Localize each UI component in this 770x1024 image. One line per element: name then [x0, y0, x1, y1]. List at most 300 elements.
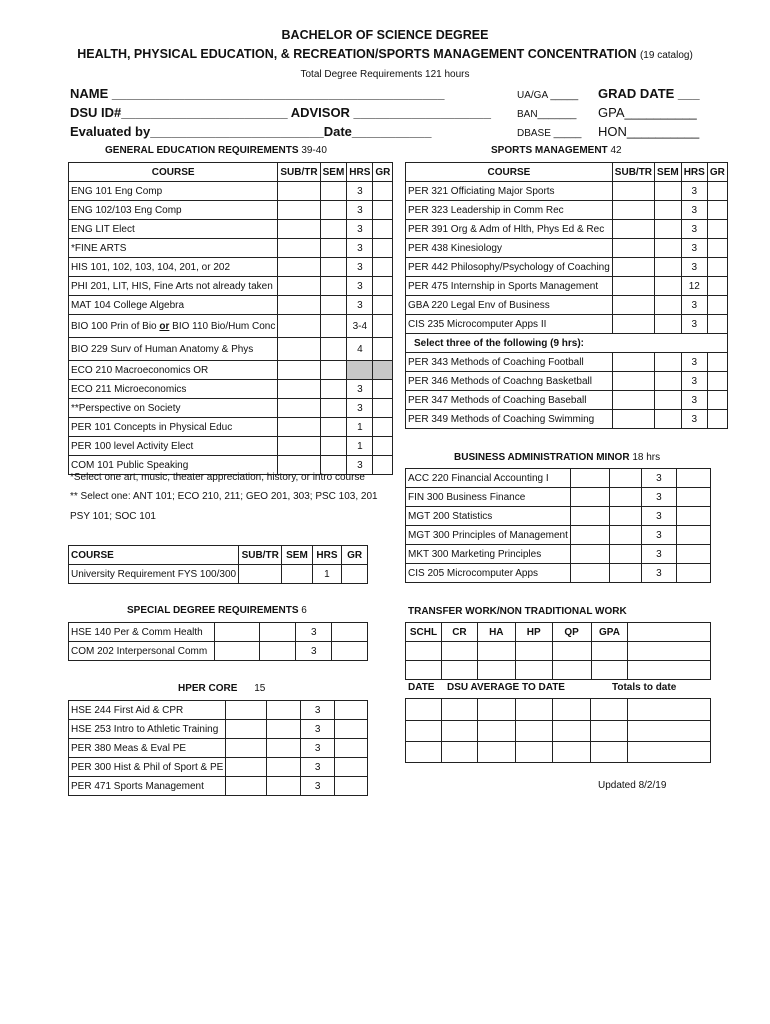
- sem-cell[interactable]: [610, 545, 642, 564]
- course-name: PER 380 Meas & Eval PE: [69, 739, 226, 758]
- subtr-col: SUB/TR: [278, 163, 320, 182]
- course-row: [69, 418, 393, 437]
- grade-cell[interactable]: [676, 469, 710, 488]
- grade-cell[interactable]: [373, 315, 393, 338]
- gen-ed-hours: 39-40: [301, 145, 327, 156]
- course-row: [69, 258, 393, 277]
- sem-cell[interactable]: [259, 623, 296, 642]
- special-hours: 6: [301, 605, 307, 616]
- hrs-col: HRS: [312, 546, 342, 565]
- grade-cell[interactable]: [707, 372, 727, 391]
- grade-cell[interactable]: [373, 258, 393, 277]
- gen-ed-heading: [105, 145, 327, 156]
- grade-cell[interactable]: [676, 545, 710, 564]
- dbase-field[interactable]: DBASE _____: [517, 128, 582, 139]
- gen-ed-note-2: ** Select one: ANT 101; ECO 210, 211; GEO 201, 303; PSC 103, 201: [70, 491, 378, 502]
- course-name: PER 349 Methods of Coaching Swimming: [406, 410, 613, 429]
- course-name: MGT 200 Statistics: [406, 507, 571, 526]
- qp-col: QP: [552, 623, 591, 642]
- subtr-cell[interactable]: [278, 315, 320, 338]
- hrs-cell: 1: [347, 437, 373, 456]
- sem-cell[interactable]: [320, 399, 347, 418]
- grade-cell[interactable]: [707, 410, 727, 429]
- course-name: PER 100 level Activity Elect: [69, 437, 278, 456]
- hon-field[interactable]: HON__________: [598, 124, 700, 139]
- subtr-cell[interactable]: [612, 410, 654, 429]
- course-name: PER 471 Sports Management: [69, 777, 226, 796]
- subtr-cell[interactable]: [278, 296, 320, 315]
- subtr-cell[interactable]: [612, 239, 654, 258]
- subtr-cell[interactable]: [239, 565, 282, 584]
- course-name: CIS 205 Microcomputer Apps: [406, 564, 571, 583]
- title-line-1: BACHELOR OF SCIENCE DEGREE: [281, 28, 489, 42]
- course-row: [69, 201, 393, 220]
- grade-cell[interactable]: [707, 239, 727, 258]
- grade-cell[interactable]: [373, 338, 393, 361]
- subtr-col: SUB/TR: [612, 163, 654, 182]
- grade-cell[interactable]: [373, 418, 393, 437]
- grade-cell[interactable]: [332, 623, 368, 642]
- course-name: ENG 101 Eng Comp: [69, 182, 278, 201]
- course-row: [69, 623, 368, 642]
- special-title: SPECIAL DEGREE REQUIREMENTS: [127, 605, 299, 616]
- hper-title: HPER CORE: [178, 683, 238, 694]
- updated-date: Updated 8/2/19: [598, 780, 667, 791]
- gen-ed-table: [68, 162, 393, 475]
- course-name: ECO 210 Macroeconomics OR: [69, 361, 278, 380]
- grade-cell[interactable]: [342, 565, 368, 584]
- sem-cell[interactable]: [320, 338, 347, 361]
- subtr-cell[interactable]: [612, 315, 654, 334]
- grade-cell[interactable]: [676, 564, 710, 583]
- university-table: [68, 545, 368, 584]
- sem-cell[interactable]: [320, 258, 347, 277]
- subtr-cell[interactable]: [278, 338, 320, 361]
- grade-cell[interactable]: [373, 277, 393, 296]
- hrs-cell: 3: [347, 456, 373, 475]
- hrs-cell: 3: [301, 739, 335, 758]
- course-row: [69, 239, 393, 258]
- hrs-cell: 1: [347, 418, 373, 437]
- hrs-cell: 3: [347, 239, 373, 258]
- sem-cell[interactable]: [320, 315, 347, 338]
- business-table: [405, 468, 711, 583]
- course-row: [69, 338, 393, 361]
- transfer-title: TRANSFER WORK/NON TRADITIONAL WORK: [408, 606, 627, 617]
- dsu-advisor-field[interactable]: DSU ID#_______________________ ADVISOR ___________________: [70, 105, 491, 120]
- course-row: [406, 526, 711, 545]
- course-name: BIO 100 Prin of Bio or BIO 110 Bio/Hum Conc: [69, 315, 278, 338]
- course-row: [406, 410, 728, 429]
- course-row: [406, 239, 728, 258]
- subtr-cell[interactable]: [612, 220, 654, 239]
- course-name: GBA 220 Legal Env of Business: [406, 296, 613, 315]
- course-name: *FINE ARTS: [69, 239, 278, 258]
- sem-cell[interactable]: [655, 410, 682, 429]
- grade-cell[interactable]: [707, 315, 727, 334]
- course-name: ECO 211 Microeconomics: [69, 380, 278, 399]
- course-row: [69, 380, 393, 399]
- average-row[interactable]: [406, 699, 711, 721]
- grade-cell[interactable]: [373, 437, 393, 456]
- hp-col: HP: [515, 623, 552, 642]
- gpa-field[interactable]: GPA__________: [598, 105, 697, 120]
- sem-cell[interactable]: [655, 258, 682, 277]
- course-name: PER 323 Leadership in Comm Rec: [406, 201, 613, 220]
- hrs-cell: 3: [681, 410, 707, 429]
- average-row[interactable]: [406, 721, 711, 742]
- hrs-cell: 3: [681, 239, 707, 258]
- grade-cell[interactable]: [332, 642, 368, 661]
- course-row: [69, 277, 393, 296]
- course-row: [69, 361, 393, 380]
- course-row: [406, 182, 728, 201]
- gen-ed-note-1: *Select one art, music, theater appreciation, history, or intro course: [70, 472, 365, 483]
- sports-heading: [491, 145, 622, 156]
- course-row: [406, 258, 728, 277]
- course-row: [406, 469, 711, 488]
- subtr-cell[interactable]: [278, 277, 320, 296]
- grade-cell[interactable]: [707, 277, 727, 296]
- course-name: COM 202 Interpersonal Comm: [69, 642, 215, 661]
- subtr-cell[interactable]: [612, 353, 654, 372]
- course-name: University Requirement FYS 100/300: [69, 565, 239, 584]
- subtr-cell[interactable]: [612, 372, 654, 391]
- hrs-cell: 3: [681, 182, 707, 201]
- subtr-cell[interactable]: [612, 182, 654, 201]
- grade-cell[interactable]: [707, 182, 727, 201]
- hrs-col: HRS: [681, 163, 707, 182]
- hrs-cell: 3: [301, 701, 335, 720]
- select-three-label: Select three of the following (9 hrs):: [406, 334, 728, 353]
- grade-cell[interactable]: [707, 391, 727, 410]
- subtr-cell[interactable]: [278, 361, 320, 380]
- course-row: [406, 545, 711, 564]
- hrs-cell: 3: [642, 488, 676, 507]
- subtr-cell[interactable]: [226, 739, 267, 758]
- sem-cell[interactable]: [655, 296, 682, 315]
- subtr-cell[interactable]: [278, 258, 320, 277]
- transfer-header-row: [406, 623, 711, 642]
- dsu-average-label: DSU AVERAGE TO DATE: [447, 682, 565, 693]
- sem-cell[interactable]: [610, 507, 642, 526]
- sports-table: [405, 162, 728, 429]
- sports-title: SPORTS MANAGEMENT: [491, 145, 608, 156]
- grad-date-field[interactable]: GRAD DATE ___: [598, 86, 700, 101]
- title-line-2: [0, 47, 770, 61]
- name-field[interactable]: NAME ______________________________________________: [70, 86, 445, 101]
- blank-col: [628, 623, 711, 642]
- total-hours: Total Degree Requirements 121 hours: [300, 69, 470, 80]
- grade-cell[interactable]: [334, 739, 367, 758]
- sem-cell[interactable]: [320, 380, 347, 399]
- hrs-cell: 3: [681, 201, 707, 220]
- course-name: HIS 101, 102, 103, 104, 201, or 202: [69, 258, 278, 277]
- subtr-cell[interactable]: [278, 437, 320, 456]
- course-name: MGT 300 Principles of Management: [406, 526, 571, 545]
- average-row[interactable]: [406, 742, 711, 763]
- catalog-year: (19 catalog): [639, 50, 693, 61]
- business-hours: 18 hrs: [632, 452, 661, 463]
- grade-cell[interactable]: [373, 380, 393, 399]
- subtr-cell[interactable]: [278, 399, 320, 418]
- course-name: ENG 102/103 Eng Comp: [69, 201, 278, 220]
- subtr-cell[interactable]: [226, 720, 267, 739]
- hrs-cell: 3-4: [347, 315, 373, 338]
- course-row: [69, 220, 393, 239]
- course-row: [406, 564, 711, 583]
- gen-ed-header-row: [69, 163, 393, 182]
- course-name: PER 442 Philosophy/Psychology of Coaching: [406, 258, 613, 277]
- hrs-cell: 3: [347, 399, 373, 418]
- course-name: PER 300 Hist & Phil of Sport & PE: [69, 758, 226, 777]
- subtr-cell[interactable]: [570, 507, 610, 526]
- hrs-cell: 3: [681, 372, 707, 391]
- hrs-cell: 3: [642, 564, 676, 583]
- grade-cell[interactable]: [373, 239, 393, 258]
- hrs-cell: 3: [301, 758, 335, 777]
- course-name: PER 475 Internship in Sports Management: [406, 277, 613, 296]
- course-row: [406, 201, 728, 220]
- sem-cell[interactable]: [259, 642, 296, 661]
- grade-cell[interactable]: [373, 182, 393, 201]
- sem-cell[interactable]: [610, 488, 642, 507]
- sports-hours: 42: [610, 145, 622, 156]
- sem-cell[interactable]: [610, 526, 642, 545]
- sem-cell[interactable]: [267, 777, 301, 796]
- sem-cell[interactable]: [655, 201, 682, 220]
- uaga-field[interactable]: UA/GA _____: [517, 90, 579, 101]
- sem-cell[interactable]: [320, 361, 347, 380]
- date-label: DATE: [408, 682, 435, 693]
- subtr-cell[interactable]: [570, 488, 610, 507]
- course-name: ACC 220 Financial Accounting I: [406, 469, 571, 488]
- hrs-col: HRS: [347, 163, 373, 182]
- business-heading: [454, 452, 660, 463]
- gr-col: GR: [707, 163, 727, 182]
- course-name: CIS 235 Microcomputer Apps II: [406, 315, 613, 334]
- sem-col: SEM: [282, 546, 312, 565]
- hrs-cell: 3: [347, 201, 373, 220]
- grade-cell[interactable]: [676, 488, 710, 507]
- subtr-cell[interactable]: [226, 701, 267, 720]
- subtr-cell[interactable]: [214, 642, 259, 661]
- subtr-cell[interactable]: [278, 201, 320, 220]
- course-name: PER 343 Methods of Coaching Football: [406, 353, 613, 372]
- evaluated-field[interactable]: Evaluated by________________________Date___________: [70, 124, 432, 139]
- course-row: [406, 391, 728, 410]
- transfer-row[interactable]: [406, 661, 711, 680]
- grade-cell[interactable]: [373, 296, 393, 315]
- schl-col: SCHL: [406, 623, 442, 642]
- hrs-cell: 3: [681, 315, 707, 334]
- cr-col: CR: [441, 623, 477, 642]
- hrs-cell: 3: [347, 182, 373, 201]
- hrs-cell: 3: [301, 777, 335, 796]
- ban-field[interactable]: BAN_______: [517, 109, 577, 120]
- concentration-title: HEALTH, PHYSICAL EDUCATION, & RECREATION/SPORTS MANAGEMENT CONCENTRATION: [77, 47, 637, 61]
- special-heading: [127, 605, 307, 616]
- sem-cell[interactable]: [655, 277, 682, 296]
- course-row: [406, 277, 728, 296]
- course-row: [69, 758, 368, 777]
- grade-cell[interactable]: [373, 399, 393, 418]
- course-row: [406, 220, 728, 239]
- hrs-cell: 3: [642, 469, 676, 488]
- grade-cell[interactable]: [676, 526, 710, 545]
- sports-header-row: [406, 163, 728, 182]
- totals-label: Totals to date: [612, 682, 677, 693]
- course-col: COURSE: [69, 163, 278, 182]
- sem-cell[interactable]: [320, 239, 347, 258]
- subtr-cell[interactable]: [278, 380, 320, 399]
- grade-cell[interactable]: [707, 353, 727, 372]
- hrs-cell: 3: [347, 380, 373, 399]
- grade-cell[interactable]: [334, 777, 367, 796]
- gr-col: GR: [342, 546, 368, 565]
- sem-cell[interactable]: [282, 565, 312, 584]
- subtr-cell[interactable]: [226, 777, 267, 796]
- hrs-cell: 3: [642, 545, 676, 564]
- hrs-cell: 3: [681, 220, 707, 239]
- hrs-cell: 3: [347, 220, 373, 239]
- sem-cell[interactable]: [320, 201, 347, 220]
- grade-cell[interactable]: [707, 201, 727, 220]
- subtr-cell[interactable]: [612, 201, 654, 220]
- subtr-col: SUB/TR: [239, 546, 282, 565]
- grade-cell[interactable]: [334, 758, 367, 777]
- grade-cell[interactable]: [334, 701, 367, 720]
- course-row: [406, 372, 728, 391]
- business-title: BUSINESS ADMINISTRATION MINOR: [454, 452, 630, 463]
- course-name: FIN 300 Business Finance: [406, 488, 571, 507]
- subtr-cell[interactable]: [612, 277, 654, 296]
- sem-cell[interactable]: [655, 372, 682, 391]
- grade-cell[interactable]: [373, 201, 393, 220]
- course-name: MKT 300 Marketing Principles: [406, 545, 571, 564]
- subtr-cell[interactable]: [570, 469, 610, 488]
- subtr-cell[interactable]: [278, 239, 320, 258]
- university-header-row: [69, 546, 368, 565]
- subtr-cell[interactable]: [570, 526, 610, 545]
- sem-cell[interactable]: [320, 296, 347, 315]
- sem-col: SEM: [320, 163, 347, 182]
- course-row: [69, 437, 393, 456]
- sem-cell[interactable]: [655, 182, 682, 201]
- hrs-cell: 12: [681, 277, 707, 296]
- sem-cell[interactable]: [610, 469, 642, 488]
- select-three-row: [406, 334, 728, 353]
- subtr-cell[interactable]: [278, 182, 320, 201]
- subtr-cell[interactable]: [226, 758, 267, 777]
- course-row: [406, 507, 711, 526]
- sem-cell[interactable]: [655, 315, 682, 334]
- course-name: PER 321 Officiating Major Sports: [406, 182, 613, 201]
- hrs-cell: 3: [296, 623, 332, 642]
- special-table: [68, 622, 368, 661]
- hrs-cell: 1: [312, 565, 342, 584]
- course-name: MAT 104 College Algebra: [69, 296, 278, 315]
- hrs-cell: 3: [642, 526, 676, 545]
- grade-cell[interactable]: [334, 720, 367, 739]
- sem-cell[interactable]: [320, 182, 347, 201]
- course-row: [69, 642, 368, 661]
- sem-cell[interactable]: [655, 353, 682, 372]
- sem-cell[interactable]: [320, 277, 347, 296]
- sem-col: SEM: [655, 163, 682, 182]
- subtr-cell[interactable]: [612, 296, 654, 315]
- grade-cell[interactable]: [373, 361, 393, 380]
- course-name: PER 101 Concepts in Physical Educ: [69, 418, 278, 437]
- subtr-cell[interactable]: [278, 220, 320, 239]
- grade-cell[interactable]: [707, 220, 727, 239]
- sem-cell[interactable]: [320, 437, 347, 456]
- gen-ed-note-3: PSY 101; SOC 101: [70, 511, 156, 522]
- grade-cell[interactable]: [373, 220, 393, 239]
- sem-cell[interactable]: [655, 220, 682, 239]
- course-name: PHI 201, LIT, HIS, Fine Arts not already taken: [69, 277, 278, 296]
- subtr-cell[interactable]: [612, 258, 654, 277]
- course-row: [406, 296, 728, 315]
- dsu-average-table: [405, 698, 711, 763]
- hrs-cell: 3: [347, 258, 373, 277]
- hrs-cell: 3: [347, 277, 373, 296]
- grade-cell[interactable]: [676, 507, 710, 526]
- hper-table: [68, 700, 368, 796]
- subtr-cell[interactable]: [612, 391, 654, 410]
- course-row: [69, 739, 368, 758]
- sem-cell[interactable]: [320, 220, 347, 239]
- hrs-cell: 3: [681, 296, 707, 315]
- course-row: [69, 315, 393, 338]
- sem-cell[interactable]: [655, 391, 682, 410]
- subtr-cell[interactable]: [570, 564, 610, 583]
- subtr-cell[interactable]: [570, 545, 610, 564]
- course-row: [69, 720, 368, 739]
- grade-cell[interactable]: [373, 456, 393, 475]
- sem-cell[interactable]: [267, 701, 301, 720]
- hrs-cell: 3: [301, 720, 335, 739]
- sem-cell[interactable]: [655, 239, 682, 258]
- course-name: PER 346 Methods of Coachng Basketball: [406, 372, 613, 391]
- sem-cell[interactable]: [267, 758, 301, 777]
- gpa-col: GPA: [591, 623, 628, 642]
- grade-cell[interactable]: [707, 258, 727, 277]
- hrs-cell: 3: [681, 353, 707, 372]
- subtr-cell[interactable]: [278, 418, 320, 437]
- course-name: HSE 253 Intro to Athletic Training: [69, 720, 226, 739]
- ha-col: HA: [477, 623, 515, 642]
- sem-cell[interactable]: [267, 720, 301, 739]
- subtr-cell[interactable]: [214, 623, 259, 642]
- sem-cell[interactable]: [610, 564, 642, 583]
- course-name: PER 347 Methods of Coaching Baseball: [406, 391, 613, 410]
- hrs-cell: 4: [347, 338, 373, 361]
- course-row: [69, 399, 393, 418]
- grade-cell[interactable]: [707, 296, 727, 315]
- sem-cell[interactable]: [320, 418, 347, 437]
- gr-col: GR: [373, 163, 393, 182]
- course-row: [406, 353, 728, 372]
- transfer-row[interactable]: [406, 642, 711, 661]
- course-row: [69, 182, 393, 201]
- course-name: PER 438 Kinesiology: [406, 239, 613, 258]
- sem-cell[interactable]: [267, 739, 301, 758]
- or-emphasis: or: [159, 320, 170, 332]
- course-name: BIO 229 Surv of Human Anatomy & Phys: [69, 338, 278, 361]
- hrs-cell: 3: [642, 507, 676, 526]
- gen-ed-title: GENERAL EDUCATION REQUIREMENTS: [105, 145, 299, 156]
